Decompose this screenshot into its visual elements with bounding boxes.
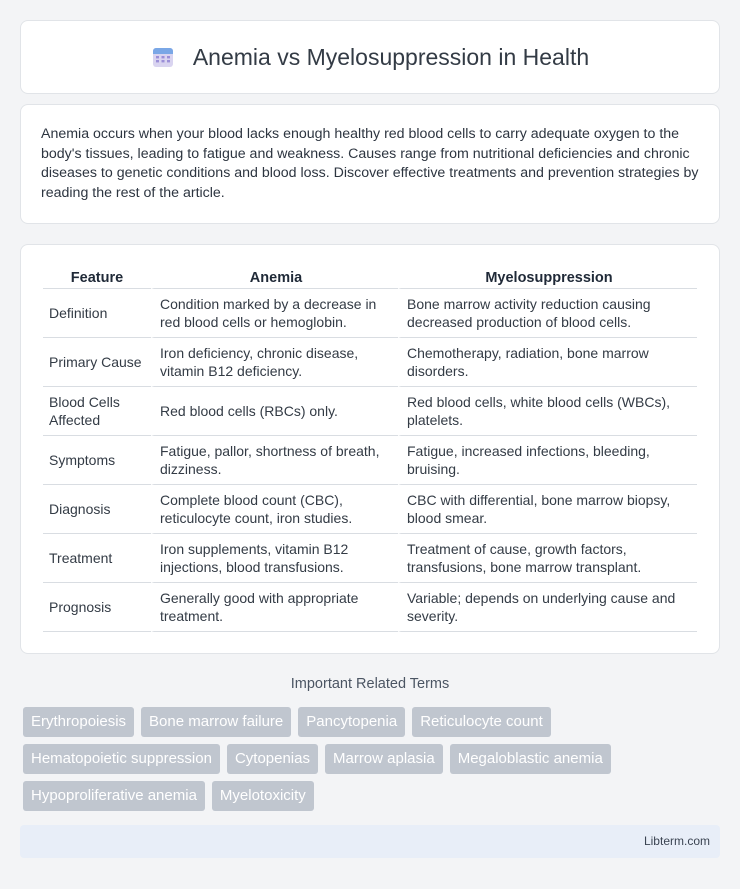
related-term-tag[interactable]: Pancytopenia — [298, 707, 405, 737]
feature-cell: Symptoms — [43, 436, 151, 485]
table-row — [43, 485, 697, 534]
page-title: Anemia vs Myelosuppression in Health — [192, 43, 590, 70]
related-term-tag[interactable]: Erythropoiesis — [23, 707, 134, 737]
myelosuppression-cell: Bone marrow activity reduction causing decreased production of blood cells. — [398, 289, 697, 338]
table-row — [43, 289, 697, 338]
myelosuppression-cell: Fatigue, increased infections, bleeding, bruising. — [398, 436, 697, 485]
intro-text: Anemia occurs when your blood lacks enough healthy red blood cells to carry adequate oxygen to the body's tissues, leading to fatigue and weakness. Causes range from nutritional deficiencies and chronic diseases to genetic conditions and blood loss. Discover effective treatments and prevention strategies by reading the rest of the article. — [41, 126, 699, 201]
intro-card — [20, 104, 720, 224]
header-card — [20, 20, 720, 94]
feature-cell: Primary Cause — [43, 338, 151, 387]
anemia-cell: Iron supplements, vitamin B12 injections, blood transfusions. — [151, 534, 398, 583]
related-terms-title: Important Related Terms — [290, 676, 450, 692]
anemia-cell: Condition marked by a decrease in red blood cells or hemoglobin. — [151, 289, 398, 338]
header-feature: Feature — [43, 263, 151, 289]
related-term-tag[interactable]: Cytopenias — [227, 744, 318, 774]
anemia-cell: Red blood cells (RBCs) only. — [151, 387, 398, 436]
table-row — [43, 534, 697, 583]
feature-cell: Prognosis — [43, 583, 151, 632]
table-row — [43, 338, 697, 387]
footer — [20, 825, 720, 858]
myelosuppression-cell: Chemotherapy, radiation, bone marrow disorders. — [398, 338, 697, 387]
myelosuppression-cell: CBC with differential, bone marrow biopsy, blood smear. — [398, 485, 697, 534]
header-myelosuppression: Myelosuppression — [398, 263, 697, 289]
anemia-cell: Generally good with appropriate treatment. — [151, 583, 398, 632]
table-header-row — [43, 263, 697, 289]
related-term-tag[interactable]: Megaloblastic anemia — [450, 744, 611, 774]
myelosuppression-cell: Red blood cells, white blood cells (WBCs), platelets. — [398, 387, 697, 436]
tag-row — [23, 744, 723, 774]
feature-cell: Treatment — [43, 534, 151, 583]
anemia-cell: Iron deficiency, chronic disease, vitamin B12 deficiency. — [151, 338, 398, 387]
related-terms — [23, 707, 723, 818]
comparison-card — [20, 244, 720, 654]
myelosuppression-cell: Treatment of cause, growth factors, transfusions, bone marrow transplant. — [398, 534, 697, 583]
title-wrap — [151, 44, 589, 71]
header-anemia: Anemia — [151, 263, 398, 289]
feature-cell: Definition — [43, 289, 151, 338]
tag-row — [23, 781, 723, 811]
feature-cell: Diagnosis — [43, 485, 151, 534]
anemia-cell: Fatigue, pallor, shortness of breath, dizziness. — [151, 436, 398, 485]
anemia-cell: Complete blood count (CBC), reticulocyte count, iron studies. — [151, 485, 398, 534]
related-term-tag[interactable]: Bone marrow failure — [141, 707, 291, 737]
related-term-tag[interactable]: Reticulocyte count — [412, 707, 551, 737]
tag-row — [23, 707, 723, 737]
myelosuppression-cell: Variable; depends on underlying cause and severity. — [398, 583, 697, 632]
related-term-tag[interactable]: Marrow aplasia — [325, 744, 443, 774]
table-row — [43, 583, 697, 632]
footer-site[interactable]: Libterm.com — [643, 834, 710, 848]
table-row — [43, 387, 697, 436]
related-term-tag[interactable]: Myelotoxicity — [212, 781, 314, 811]
comparison-table — [43, 263, 697, 632]
related-term-tag[interactable]: Hypoproliferative anemia — [23, 781, 205, 811]
calendar-icon — [151, 45, 175, 69]
feature-cell: Blood Cells Affected — [43, 387, 151, 436]
related-term-tag[interactable]: Hematopoietic suppression — [23, 744, 220, 774]
table-row — [43, 436, 697, 485]
